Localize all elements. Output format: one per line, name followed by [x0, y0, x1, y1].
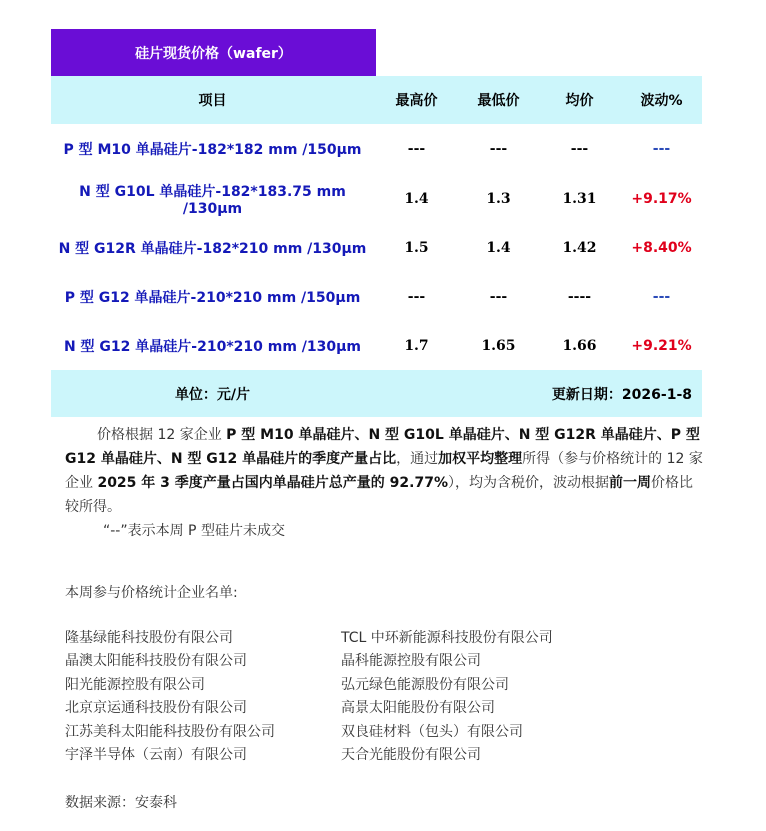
page-title: 硅片现货价格（wafer） — [51, 29, 376, 76]
table-row — [51, 223, 702, 272]
company-item: 阳光能源控股有限公司 — [65, 676, 205, 693]
company-item: 晶澳太阳能科技股份有限公司 — [65, 653, 247, 670]
row-min: 1.65 — [481, 337, 516, 354]
row-avg: 1.31 — [562, 190, 597, 207]
company-item: 晶科能源控股有限公司 — [341, 653, 481, 670]
row-min: --- — [489, 141, 508, 157]
table-footer — [51, 370, 702, 417]
table-header — [51, 76, 702, 124]
company-item: 江苏美科太阳能科技股份有限公司 — [65, 723, 275, 740]
header-change: 波动% — [640, 93, 683, 109]
table-row — [51, 272, 702, 321]
row-max: 1.5 — [404, 239, 429, 256]
note-text: ，通过 — [396, 451, 439, 467]
company-list — [65, 627, 685, 767]
row-max: 1.7 — [404, 337, 429, 354]
row-change: +9.21% — [631, 337, 692, 354]
row-item: N 型 G12 单晶硅片-210*210 mm /130μm — [63, 338, 362, 355]
company-item: 高景太阳能股份有限公司 — [341, 700, 495, 717]
row-max: --- — [407, 288, 426, 305]
row-min: 1.3 — [486, 190, 511, 207]
note-bold: 2025 年 3 季度产量占国内单晶硅片总产量的 92.77% — [97, 475, 448, 491]
company-item: 隆基绿能科技股份有限公司 — [65, 630, 233, 646]
row-item: N 型 G12R 单晶硅片-182*210 mm /130μm — [58, 240, 367, 257]
note-paragraph — [65, 423, 705, 519]
company-item: 双良硅材料（包头）有限公司 — [341, 723, 523, 740]
company-item: TCL 中环新能源科技股份有限公司 — [341, 630, 553, 646]
row-change: --- — [652, 288, 671, 305]
company-item: 弘元绿色能源股份有限公司 — [341, 676, 509, 693]
table-row — [51, 321, 702, 370]
company-item: 天合光能股份有限公司 — [341, 747, 481, 764]
row-min: --- — [489, 288, 508, 305]
price-table — [51, 76, 702, 417]
note-no-trade: “--”表示本周 P 型硅片未成交 — [103, 523, 285, 539]
company-column-right — [341, 627, 685, 767]
note-text: 价格比较所得。 — [65, 475, 693, 515]
company-list-title: 本周参与价格统计企业名单: — [65, 585, 238, 601]
row-max: 1.4 — [404, 190, 429, 207]
note-bold: P 型 M10 单晶硅片、N 型 G10L 单晶硅片、N 型 G12R 单晶硅片、P 型 G12 单晶硅片、N 型 G12 单晶硅片的季度产量占比 — [65, 427, 700, 467]
row-item: P 型 M10 单晶硅片-182*182 mm /150μm — [63, 142, 362, 158]
table-row — [51, 124, 702, 174]
header-min: 最低价 — [477, 93, 520, 109]
row-item: P 型 G12 单晶硅片-210*210 mm /150μm — [64, 289, 361, 306]
row-avg: ---- — [567, 288, 592, 305]
unit-label: 单位：元/片 — [174, 386, 251, 403]
row-avg: --- — [570, 141, 589, 157]
row-max: --- — [407, 141, 426, 157]
note-text: ），均为含税价，波动根据 — [447, 475, 609, 491]
header-max: 最高价 — [395, 93, 438, 109]
row-avg: 1.42 — [562, 239, 597, 256]
note-bold: 加权平均整理 — [438, 451, 523, 467]
price-note — [65, 423, 705, 543]
data-source: 数据来源：安泰科 — [65, 795, 177, 811]
company-item: 北京京运通科技股份有限公司 — [65, 700, 247, 717]
row-avg: 1.66 — [562, 337, 597, 354]
row-change: +9.17% — [631, 190, 692, 207]
note-bold: 前一周 — [608, 475, 651, 491]
note-text: 所得（参与价格统计的 12 家企业 — [65, 451, 703, 491]
row-change: +8.40% — [631, 239, 692, 256]
header-item: 项目 — [198, 93, 227, 109]
update-date: 更新日期：2026-1-8 — [551, 386, 692, 403]
row-item: N 型 G10L 单晶硅片-182*183.75 mm /130μm — [79, 183, 346, 217]
company-column-left — [65, 627, 341, 767]
company-item: 宇泽半导体（云南）有限公司 — [65, 747, 247, 764]
header-avg: 均价 — [565, 93, 594, 109]
row-min: 1.4 — [486, 239, 511, 256]
row-change: --- — [652, 141, 671, 157]
table-row — [51, 174, 702, 223]
note-text: 价格根据 12 家企业 — [97, 427, 227, 443]
